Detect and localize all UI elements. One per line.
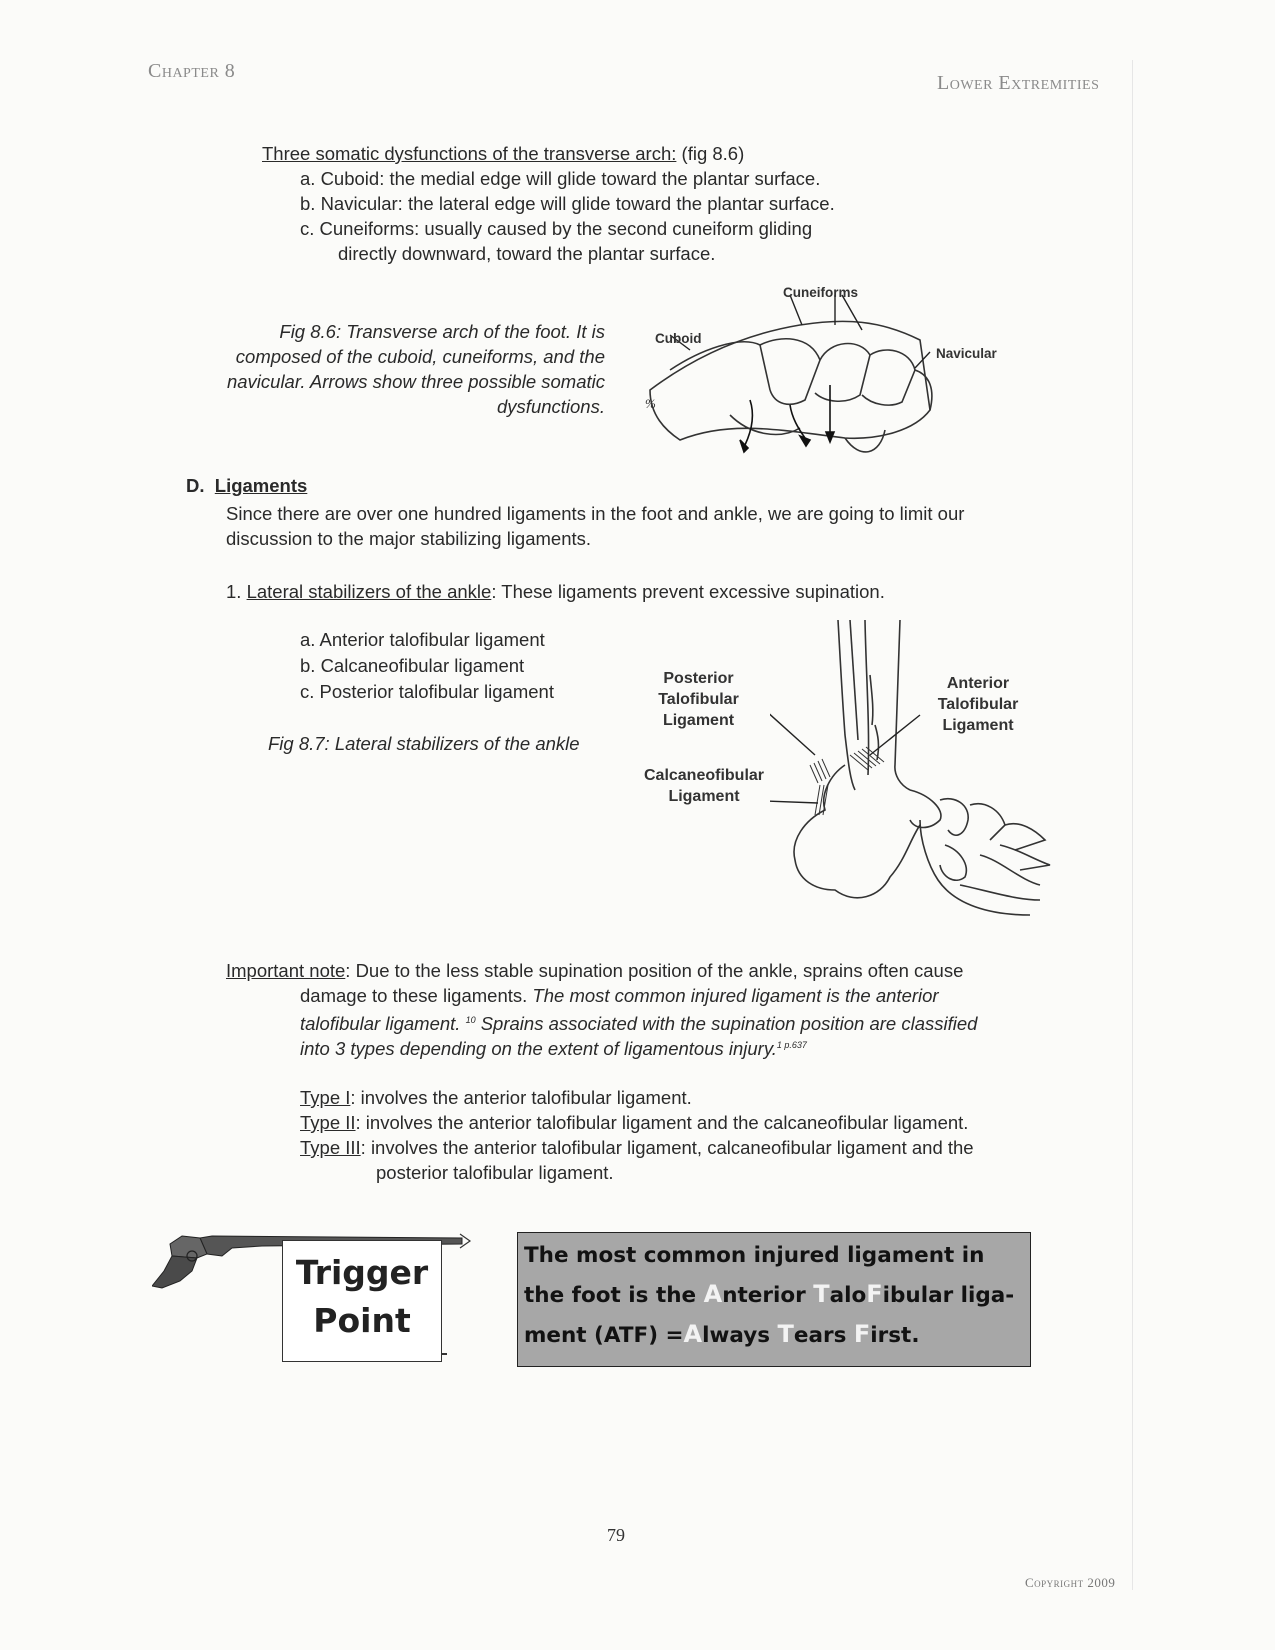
copyright: Copyright 2009 — [1025, 1575, 1116, 1590]
section-title: Ligaments — [214, 475, 308, 496]
arch-item-a: a. Cuboid: the medial edge will glide toward the plantar surface. — [300, 168, 821, 189]
note-emphasis: into 3 types depending on the extent of ligamentous injury. — [300, 1038, 777, 1060]
callout-text: lways — [702, 1323, 778, 1348]
scan-edge — [1132, 60, 1133, 1590]
section-label: Lower Extremities — [937, 72, 1100, 94]
arch-heading-title: Three somatic dysfunctions of the transverse arch: — [262, 143, 677, 164]
note-line-3 — [300, 1008, 977, 1036]
section-ligaments-heading — [186, 473, 307, 498]
callout-line: The most common injured ligament in — [524, 1243, 985, 1268]
type-row — [300, 1085, 692, 1110]
type-row — [300, 1110, 968, 1135]
label-calcaneofibular — [631, 765, 777, 807]
callout-text: ibular liga- — [882, 1283, 1015, 1308]
label-line: Ligament — [668, 788, 740, 805]
ligament-list-c: c. Posterior talofibular ligament — [300, 681, 554, 702]
type-label: Type III — [300, 1137, 361, 1158]
lateral-title: Lateral stabilizers of the ankle — [246, 581, 492, 602]
note-text: : Due to the less stable supination position of the ankle, sprains often cause — [345, 960, 964, 981]
label-posterior-talofibular — [641, 668, 756, 731]
label-cuboid: Cuboid — [655, 331, 702, 346]
section-letter: D. — [186, 475, 205, 496]
arch-item-b: b. Navicular: the lateral edge will glide toward the plantar surface. — [300, 193, 835, 214]
fig86-caption — [150, 319, 605, 419]
label-line: Talofibular — [937, 696, 1019, 713]
ligaments-intro-1: Since there are over one hundred ligaments in the foot and ankle, we are going to limit our — [226, 503, 965, 524]
page-number: 79 — [607, 1525, 625, 1545]
callout-line — [524, 1315, 1024, 1355]
label-line: Anterior — [946, 675, 1010, 692]
label-line: Ligament — [662, 712, 735, 729]
label-line: Ligament — [942, 717, 1014, 734]
type-row — [300, 1135, 974, 1160]
fig86-caption-line: dysfunctions. — [497, 396, 605, 417]
lateral-desc: : These ligaments prevent excessive supination. — [491, 581, 885, 602]
label-anterior-talofibular — [928, 673, 1028, 736]
type-row-cont: posterior talofibular ligament. — [376, 1162, 614, 1183]
mnemonic-callout — [517, 1232, 1031, 1367]
callout-text: ears — [793, 1323, 854, 1348]
lateral-number: 1. — [226, 581, 247, 602]
mnemonic-letter: F — [853, 1320, 871, 1348]
note-line-2 — [300, 983, 939, 1008]
trigger-line: Trigger — [295, 1253, 429, 1292]
label-line: Calcaneofibular — [643, 767, 765, 784]
type-label: Type II — [300, 1112, 356, 1133]
mnemonic-letter: A — [683, 1320, 703, 1348]
mnemonic-letter: T — [777, 1320, 794, 1348]
label-cuneiforms: Cuneiforms — [783, 285, 859, 300]
note-label: Important note — [226, 960, 346, 981]
note-line-4 — [300, 1033, 807, 1061]
mnemonic-letter: T — [813, 1280, 830, 1308]
transverse-arch-diagram — [630, 290, 1020, 470]
mnemonic-letter: F — [866, 1280, 883, 1308]
type-text: : involves the anterior talofibular ligament. — [350, 1087, 692, 1108]
type-label: Type I — [300, 1087, 351, 1108]
ligament-list-a: a. Anterior talofibular ligament — [300, 629, 545, 650]
trigger-point-box — [282, 1240, 442, 1362]
callout-text: nterior — [722, 1283, 814, 1308]
ligaments-intro-2: discussion to the major stabilizing ligaments. — [226, 528, 592, 549]
type-text: : involves the anterior talofibular ligament, calcaneofibular ligament and the — [360, 1137, 974, 1158]
note-emphasis: talofibular ligament. — [300, 1013, 466, 1035]
arch-heading — [262, 141, 744, 166]
arch-heading-ref: (fig 8.6) — [676, 143, 745, 164]
callout-text: alo — [829, 1283, 867, 1308]
callout-line — [524, 1275, 1024, 1315]
type-text: : involves the anterior talofibular ligament and the calcaneofibular ligament. — [355, 1112, 969, 1133]
label-navicular: Navicular — [936, 346, 997, 361]
note-text: damage to these ligaments. — [300, 985, 533, 1006]
chapter-label: Chapter 8 — [148, 60, 236, 82]
note-emphasis: The most common injured ligament is the anterior — [532, 985, 939, 1006]
label-line: Talofibular — [658, 691, 739, 708]
mnemonic-letter: A — [703, 1280, 723, 1308]
trigger-line: Point — [313, 1301, 411, 1340]
callout-text: irst. — [870, 1323, 920, 1348]
ligament-list-b: b. Calcaneofibular ligament — [300, 655, 525, 676]
arch-item-c: c. Cuneiforms: usually caused by the second cuneiform gliding — [300, 218, 813, 239]
arch-item-c-cont: directly downward, toward the plantar surface. — [338, 243, 716, 264]
label-line: Posterior — [663, 670, 734, 687]
note-citation: 10 — [465, 1015, 476, 1025]
fig86-caption-line: composed of the cuboid, cuneiforms, and the — [235, 346, 605, 367]
fig86-caption-line: navicular. Arrows show three possible somatic — [226, 371, 605, 392]
callout-text: ment (ATF) = — [524, 1323, 684, 1348]
note-emphasis: Sprains associated with the supination position are classified — [475, 1013, 978, 1035]
note-citation: 1 p.637 — [776, 1040, 807, 1050]
fig87-caption: Fig 8.7: Lateral stabilizers of the ankle — [268, 733, 580, 754]
note-line-1 — [226, 958, 963, 983]
artist-signature: % — [645, 396, 656, 411]
fig86-caption-line: Fig 8.6: Transverse arch of the foot. It is — [279, 321, 605, 342]
lateral-stabilizers-line — [226, 579, 885, 604]
callout-text: the foot is the — [524, 1283, 704, 1308]
ankle-ligament-diagram — [770, 615, 1060, 935]
